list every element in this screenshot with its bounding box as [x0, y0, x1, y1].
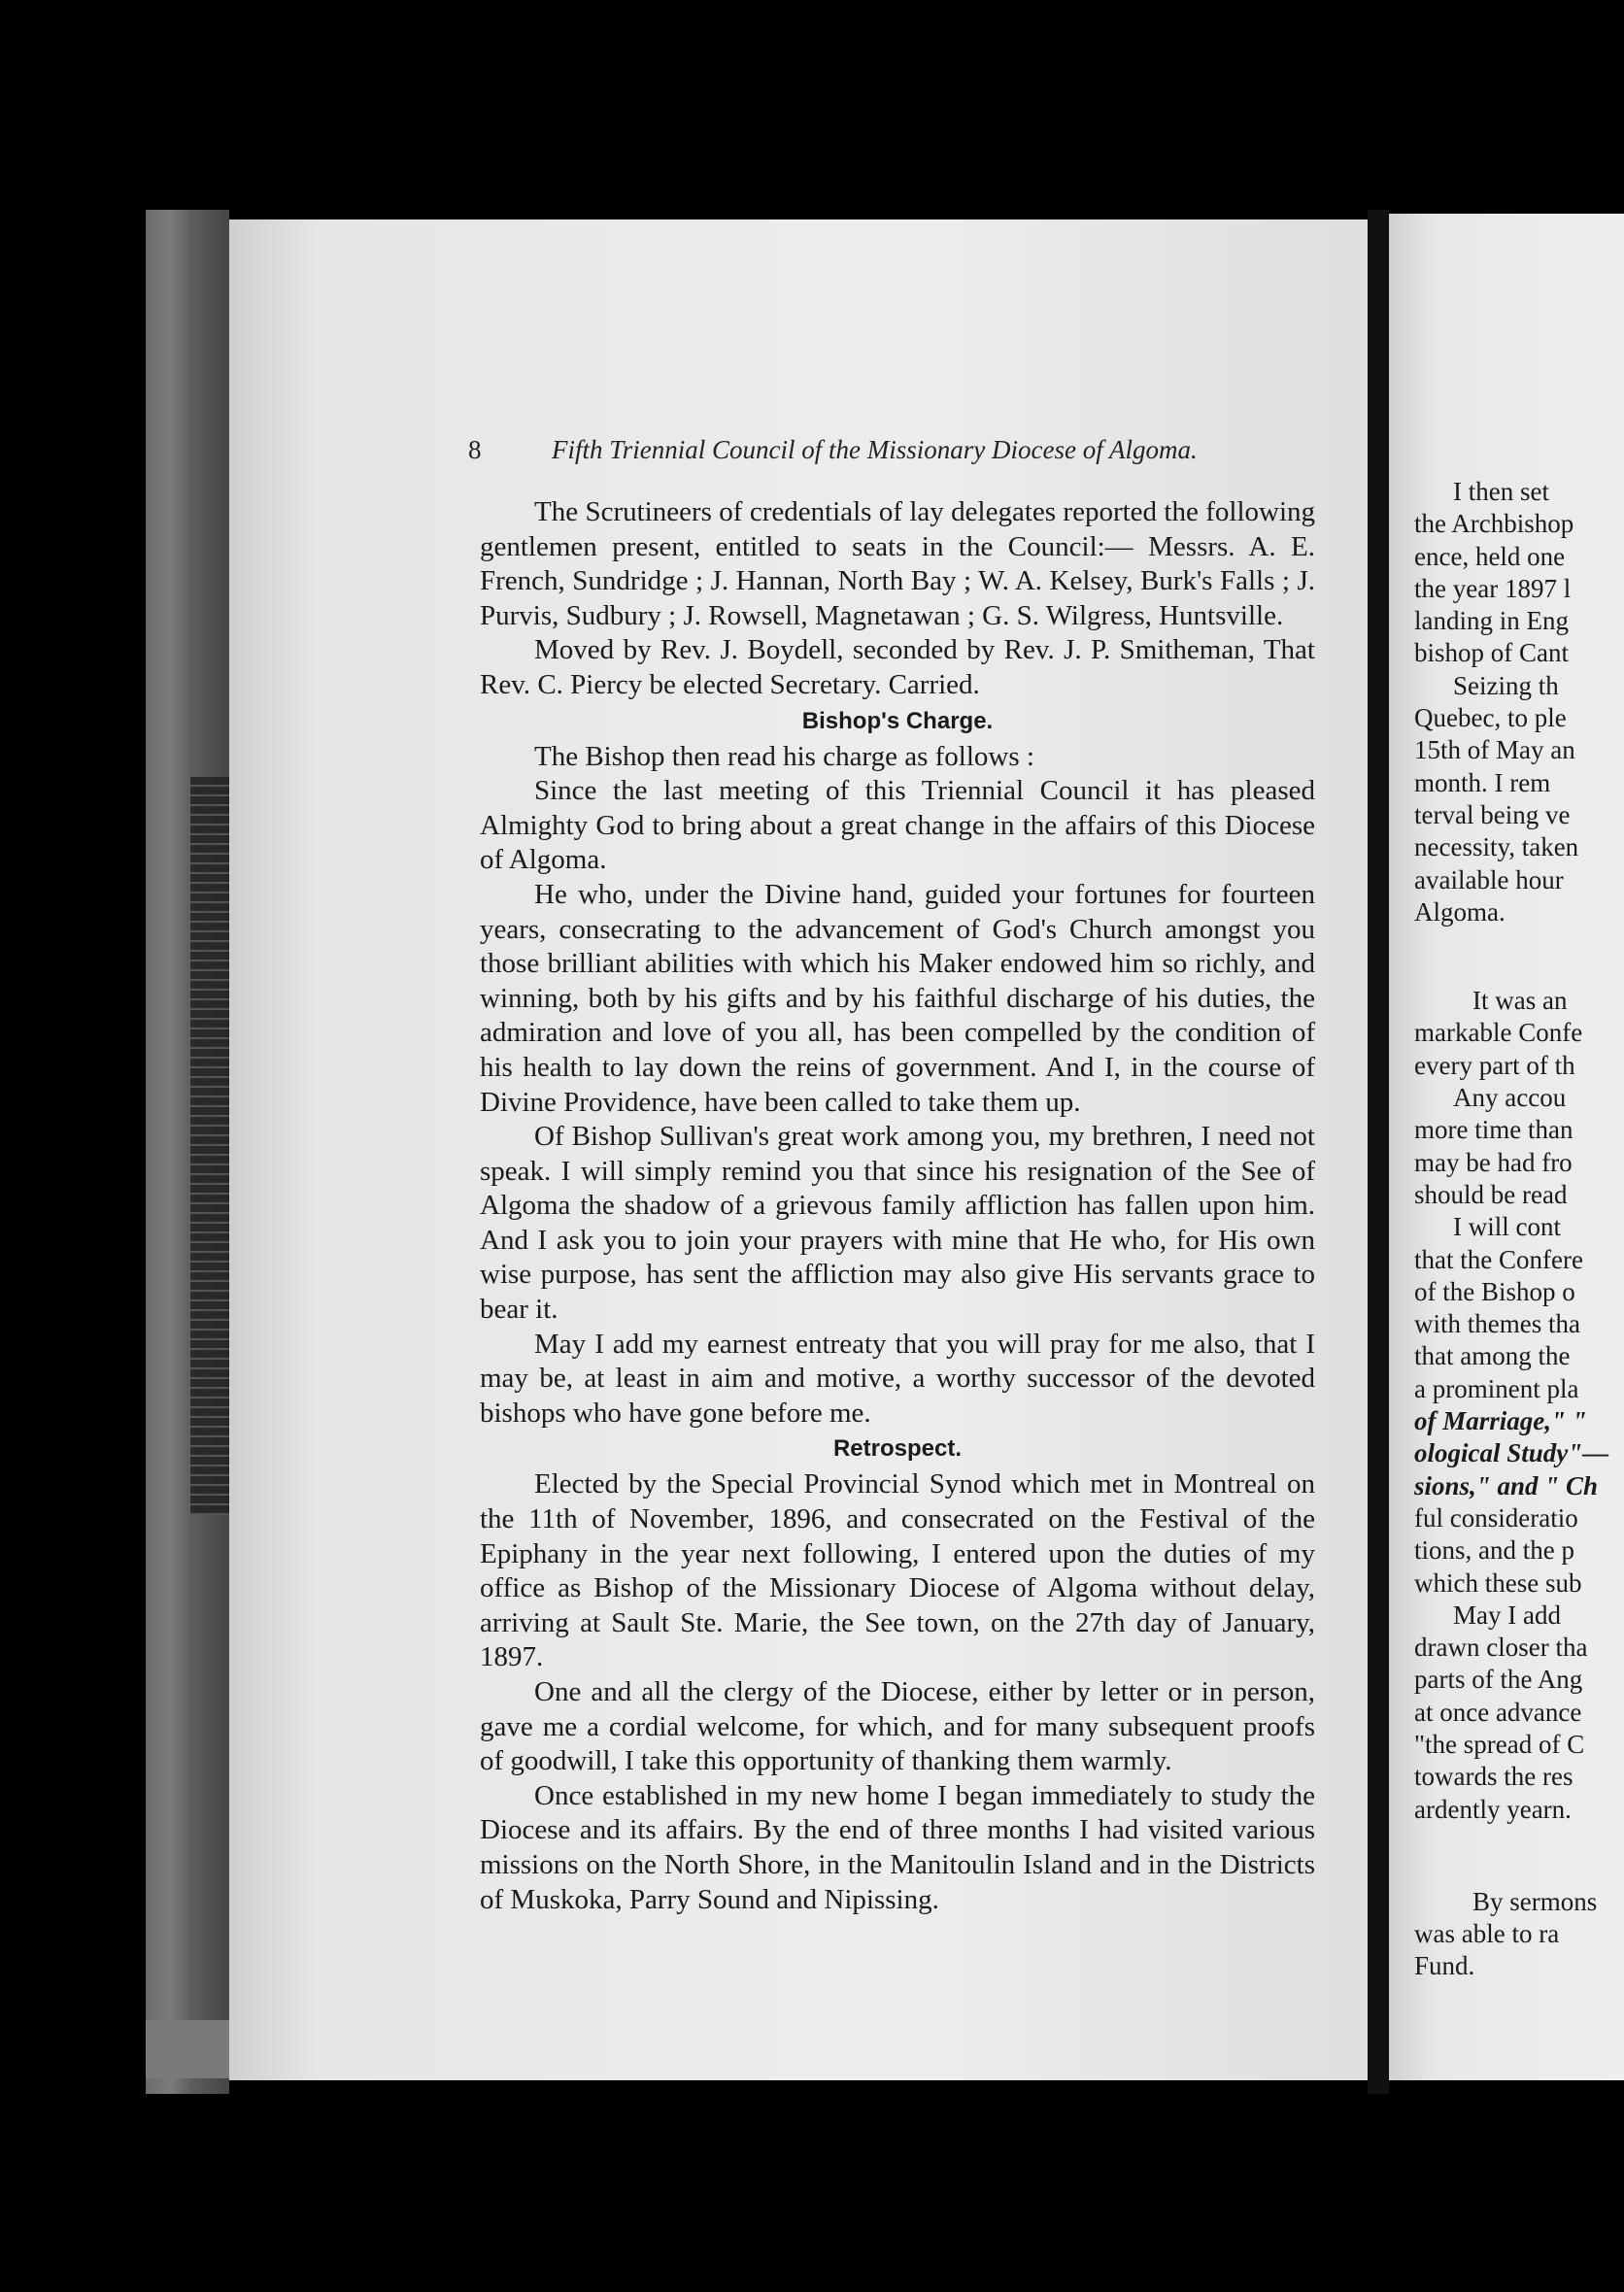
facing-line: ful consideratio — [1414, 1502, 1578, 1533]
facing-line: "the spread of C — [1414, 1729, 1585, 1759]
facing-line: 15th of May an — [1414, 735, 1575, 765]
facing-line: bishop of Cant — [1414, 638, 1569, 668]
facing-line: markable Confe — [1414, 1018, 1583, 1048]
facing-line: that the Confere — [1414, 1244, 1583, 1274]
paragraph-charge-change: Since the last meeting of this Triennial Council it has pleased Almighty God to bring about a great change in the affairs of this Diocese of Algoma. — [480, 775, 1315, 876]
heading-bishops-charge: Bishop's Charge. — [801, 707, 994, 734]
facing-line: more time than — [1414, 1115, 1573, 1145]
facing-line: every part of th — [1414, 1050, 1575, 1080]
paragraph-charge-sullivan: Of Bishop Sullivan's great work among you, my brethren, I need not speak. I will simply remind you that since his resignation of the See of Algoma the shadow of a grievous family affliction has fallen upon him. And I ask you to join your prayers with mine that He who, for His own wise purpose, has sent the affliction may also give His servants grace to bear it. — [480, 1121, 1315, 1326]
facing-line: the year 1897 l — [1414, 573, 1572, 603]
facing-line: necessity, taken — [1414, 832, 1579, 862]
running-header — [468, 433, 1303, 472]
facing-line: of the Bishop o — [1414, 1276, 1575, 1306]
facing-line: I will cont — [1453, 1212, 1561, 1242]
facing-line: landing in Eng — [1414, 606, 1569, 636]
facing-gap — [1414, 928, 1624, 985]
facing-page-text — [1414, 476, 1624, 1983]
facing-line: a prominent pla — [1414, 1373, 1579, 1403]
facing-line: Algoma. — [1414, 896, 1506, 927]
page-number: 8 — [468, 435, 482, 464]
facing-line: with themes tha — [1414, 1309, 1580, 1339]
facing-page — [1389, 214, 1624, 2080]
facing-line: It was an — [1472, 986, 1568, 1016]
heading-retrospect: Retrospect. — [832, 1435, 963, 1463]
facing-line: Seizing th — [1453, 670, 1559, 700]
paragraph-charge-entreaty: May I add my earnest entreaty that you will pray for me also, that I may be, at least in aim and motive, a worthy successor of the devoted bishops who have gone before me. — [480, 1328, 1315, 1429]
facing-line: that among the — [1414, 1341, 1571, 1371]
facing-line: drawn closer tha — [1414, 1633, 1588, 1663]
facing-line: Quebec, to ple — [1414, 703, 1567, 733]
facing-line: Fund. — [1414, 1951, 1475, 1981]
facing-line: which these sub — [1414, 1567, 1582, 1598]
page-body — [480, 495, 1315, 1917]
facing-line: should be read — [1414, 1179, 1568, 1209]
paragraph-charge-intro: The Bishop then read his charge as follows : — [534, 740, 1034, 772]
facing-line: towards the res — [1414, 1762, 1573, 1792]
facing-line: sions," and " Ch — [1414, 1470, 1599, 1500]
page-gutter — [1368, 210, 1389, 2094]
spine-library-stamp — [190, 777, 229, 1515]
facing-line: Any accou — [1453, 1083, 1567, 1113]
facing-line: the Archbishop — [1414, 509, 1574, 539]
facing-line: ological Study"— — [1414, 1438, 1609, 1468]
facing-line: May I add — [1453, 1600, 1561, 1630]
facing-line: By sermons — [1472, 1886, 1598, 1916]
facing-line: available hour — [1414, 864, 1564, 894]
facing-line: tions, and the p — [1414, 1535, 1574, 1566]
paragraph-retrospect-welcome: One and all the clergy of the Diocese, either by letter or in person, gave me a cordial welcome, for which, and for many subsequent proofs of goodwill, I take this opportunity of thanking them warmly. — [480, 1676, 1315, 1777]
facing-line: of Marriage," " — [1414, 1406, 1587, 1436]
facing-line: parts of the Ang — [1414, 1665, 1583, 1695]
facing-line: was able to ra — [1414, 1919, 1560, 1949]
running-title: Fifth Triennial Council of the Missionary Diocese of Algoma. — [552, 435, 1198, 464]
facing-line: ardently yearn. — [1414, 1794, 1572, 1824]
facing-line: ence, held one — [1414, 541, 1566, 571]
facing-line: month. I rem — [1414, 767, 1551, 797]
paragraph-retrospect-visits: Once established in my new home I began immediately to study the Diocese and its affairs. By the end of three months I had visited various missions on the North Shore, in the Manitoulin Island and in the Districts of Muskoka, Parry Sound and Nipissing. — [480, 1779, 1315, 1915]
paragraph-charge-predecessor: He who, under the Divine hand, guided your fortunes for fourteen years, consecrating to the advancement of God's Church amongst you those brilliant abilities with which his Maker endowed him so richly, and winning, both by his gifts and by his faithful discharge of his duties, the admiration and love of you all, has been compelled by the condition of his health to lay down the reins of government. And I, in the course of Divine Providence, have been called to take them up. — [480, 878, 1315, 1118]
facing-line: I then set — [1453, 477, 1549, 506]
facing-gap — [1414, 1826, 1624, 1886]
paragraph-scrutineers: The Scrutineers of credentials of lay delegates reported the following gentlemen present, entitled to seats in the Council:— Messrs. A. E. French, Sundridge ; J. Hannan, North Bay ; W. A. Kelsey, Burk's Falls ; J. Purvis, Sudbury ; J. Rowsell, Magnetawan ; G. S. Wilgress, Huntsville. — [480, 496, 1315, 631]
facing-line: at once advance — [1414, 1697, 1582, 1727]
facing-line: may be had fro — [1414, 1147, 1573, 1177]
paragraph-retrospect-election: Elected by the Special Provincial Synod which met in Montreal on the 11th of November, 1896, and consecrated on the Festival of the Epiphany in the year next following, I entered upon the duties of my office as Bishop of the Missionary Diocese of Algoma without delay, arriving at Sault Ste. Marie, the See town, on the 27th day of January, 1897. — [480, 1468, 1315, 1673]
facing-line: terval being ve — [1414, 799, 1571, 829]
paragraph-motion-secretary: Moved by Rev. J. Boydell, seconded by Rev. J. P. Smitheman, That Rev. C. Piercy be elected Secretary. Carried. — [480, 634, 1315, 700]
